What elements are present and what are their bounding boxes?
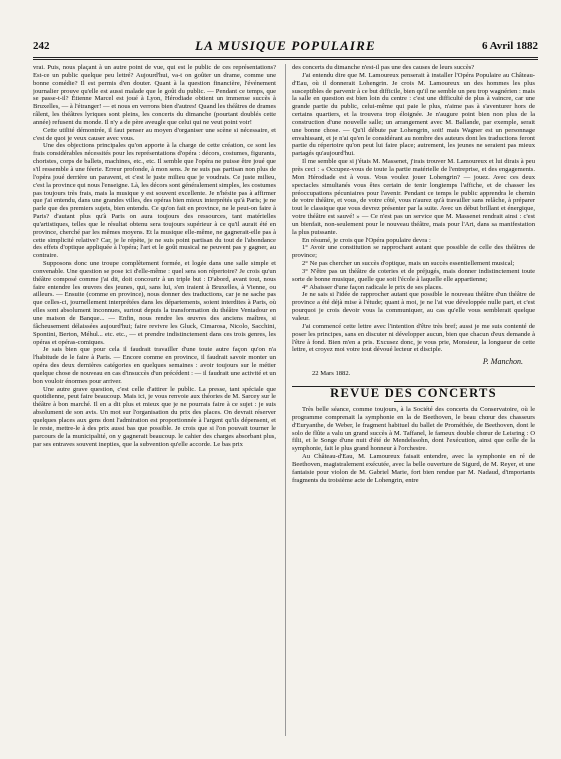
right-column [292, 64, 535, 736]
paragraph: des concerts du dimanche n'est-il pas une des causes de leurs succès? [292, 64, 475, 71]
paragraph: Il me semble que si j'étais M. Massenet, j'irais trouver M. Lamoureux et lui dirais à peu près ceci : « Occupez-vous de toute la partie matérielle de l'entreprise, et des engagements. Mon Hérodiade est à vous. Vous voulez jouer Lohengrin? — jouez. Avec ces deux spectacles simultanés vous êtes certain de tenir longtemps l'affiche, et de chasser les préoccupations pécuniaires pour l'avenir. Pendant ce temps le public apprendra le chemin de votre théâtre, et vous, de votre côté, vous n'aurez qu'à travailler sans relâche, à préparer tout le classique que vous devrez présenter par la suite. Avec un début brillant et énergique, votre théâtre est sauvé! » — Ce n'est pas un service que M. Massenet rendrait ainsi : c'est un bienfait, non-seulement pour le nouveau théâtre, mais pour l'Art, dans sa manifestation la plus puissante. [292, 158, 535, 236]
list-item: 4° Abaisser d'une façon radicale le prix de ses places. [302, 283, 443, 291]
paragraph: Je sais bien que pour cela il faudrait travailler d'une toute autre façon qu'on n'a l'habitude de le faire à Paris. — Encore comme en province, il faudrait savoir monter un opéra des deux dernières catégories en quelques semaines : avoir toujours sur le métier quelque chose de nouveau en cas d'insuccès d'un précédent : — il faudrait une activité et un bon vouloir énormes pour arriver. [33, 346, 276, 385]
header-rule-secondary [33, 59, 538, 60]
issue-date: 6 Avril 1882 [481, 40, 538, 52]
header-rule [33, 57, 538, 58]
paragraph: Supposons donc une troupe complètement formée, et logée dans une salle simple et convenable. Une question se pose ici d'elle-même : quel sera son répertoire? Je crois qu'un théâtre composé comme j'ai dit, doit concourir à un triple but : D'abord, avant tout, nous faire entendre les œuvres des jeunes, qui, sans lui, s'en iraient à Bruxelles, à Vienne, ou ailleurs. — Ensuite (comme en province), nous donner des traductions, car je ne sache pas que celles-ci, journellement interprétées dans les départements, soient interdites à Paris, où elles sont absolument inconnues, surtout depuis la transformation du théâtre Ventadour en une maison de Banque... — Enfin, nous rendre les œuvres des anciens maîtres, si fâcheusement délaissées aujourd'hui; faire revivre les Gluck, Cimarosa, Nicolo, Sacchini, Spontini, Berton, Méhul... etc. etc., — et prendre indistinctement dans ces trois genres, les opéras et opéras-comiques. [33, 260, 276, 346]
letter-signature: P. Manchon. [482, 357, 523, 367]
list-item: 1° Avoir une constitution se rapprochant autant que possible de celle des théâtres de province; [292, 244, 535, 260]
paragraph: Au Château-d'Eau, M. Lamoureux faisait entendre, avec la symphonie en ré de Beethoven, magistralement exécutée, avec la belle ouverture de Sigurd, de M. Reyer, et une fantaisie pour violon de M. Gabriel Marie, fort bien rendue par M. Nadaud, d'importants fragments du troisième acte de Lohengrin, entre [292, 453, 535, 484]
letter-dateline: 22 Mars 1882. [312, 370, 351, 378]
section-rule-short [394, 401, 434, 402]
paragraph: Une des objections principales qu'on apporte à la charge de cette création, ce sont les frais considérables nécessités pour les représentations d'opéra : décors, costumes, figurants, choristes, corps de ballets, machines, etc., etc. Il semble que l'opéra ne puisse être joué que s'il ressemble à une féerie. Erreur profonde, à mon sens. Je ne suis pas partisan non plus de l'opéra joué derrière un paravent, et c'est le juste milieu que je voudrais. Ce juste milieu, c'est la province qui nous l'enseigne. Là, les décors sont généralement simples, les costumes pas toujours très frais, mais la musique y est souvent excellente. Je n'hésite pas à affirmer que j'ai entendu, dans une grandes villes, des opéras bien mieux interprétés qu'à Paris; je ne parle que des premiers sujets, bien entendu. Ce qu'on fait en province, ne le peut-on faire à Paris? d'autant plus qu'à Paris on aura toujours des ressources, tant matérielles qu'artistiques, telles que le résultat obtenu sera toujours supérieur à ce qu'il aurait été en province, cherché par les mêmes moyens. Et la musique elle-même, ne gagnerait-elle pas à cette simplicité relative? Car, je le répète, je ne suis point partisan du tout de l'abondance des effets d'optique appliquée à l'opéra; l'art et le goût musical ne peuvent pas y gagner, au contraire. [33, 142, 276, 260]
paragraph: Je ne sais si l'idée de rapprocher autant que possible le nouveau théâtre d'un théâtre de province a été déjà mise à l'étude; quant à moi, je ne l'ai vue développée nulle part, et c'est pourquoi je crois devoir vous la communiquer, au cas qu'elle vous semblerait quelque valeur. [292, 291, 535, 322]
journal-title: LA MUSIQUE POPULAIRE [195, 38, 376, 53]
column-divider [285, 64, 286, 736]
paragraph: vrai. Puis, nous plaçant à un autre point de vue, qui est le public de ces représentations? Est-ce un public quelque peu lettré? Aujourd'hui, va-t on goûter un drame, comme une bonne comédie? Il est permis d'en douter. Quant à la question financière, l'événement journalier prouve qu'elle est aussi malade que le goût du public. — Pendant ce temps, que se passe-t-il? Étienne Marcel est joué à Lyon, Hérodiade obtient un immense succès à Bruxelles, — à l'étranger! — et nous en verrons bien d'autres! Quand les théâtres de drames râlent, les théâtres lyriques sont pleins, les concerts du dimanche (pourtant doublés cette année) refusent du monde. Il n'y a de père aveugle que celui qui ne veut point voir! [33, 64, 276, 126]
paragraph: J'ai entendu dire que M. Lamoureux penserait à installer l'Opéra Populaire au Château-d'Eau, où il donnerait Lohengrin. Je crois M. Lamoureux un des hommes les plus susceptibles de parvenir à ce but difficile, bien qu'il ne semble un peu trop wagnérien : mais la salle en question est bien loin du centre : c'est une difficulté de plus à vaincre, car une grande partie du public, celui-même qui paie le plus, n'aime pas à s'aventurer hors de certains quartiers, et la trouvera trop éloignée. Je n'augure point bien non plus de la construction d'une nouvelle salle; un arrangement avec M. Ballande, par exemple, serait une bonne chose. — Qu'il débute par Lohengrin, soit! mais Wagner est un personnage envahissant, et je n'ai qu'en le considérant au nombre des auteurs dont les traductions feront partie du répertoire qu'on peut lui faire place; autrement, les jeunes ne seraient pas mieux partagés qu'aujourd'hui. [292, 71, 535, 158]
running-header [33, 38, 538, 56]
page-number: 242 [33, 40, 50, 52]
list-item: 2° Ne pas chercher un succès d'optique, mais un succès essentiellement musical; [302, 260, 515, 268]
paragraph: Cette utilité démontrée, il faut penser au moyen d'organiser une scène si nécessaire, et c'est de quoi je veux causer avec vous. [33, 126, 276, 142]
paragraph: J'ai commencé cette lettre avec l'intention d'être très bref; aussi je me suis contenté de poser les principes, sans en discuter ni développer aucun, bien que chacun d'eux demande à l'être à fond. Bien m'en a pris. Excusez donc, je vous prie, Monsieur, la longueur de cette lettre, et croyez moi votre tout dévoué lecteur et disciple. [292, 322, 535, 354]
paragraph: En résumé, je crois que l'Opéra populaire devra : [302, 236, 431, 244]
section-title: REVUE DES CONCERTS [330, 386, 497, 401]
paragraph: Une autre grave question, c'est celle d'attirer le public. La presse, tant spéciale que quotidienne, peut faire beaucoup. Mais ici, je vous renvoie aux théories de M. Sarcey sur le théâtre à bon marché. Il en a dit plus et mieux que je ne pourrais faire à ce sujet : je suis absolument de son avis. Un mot sur l'organisation du prix des places. On devrait réserver quelques places aux gens dont l'admiration est proportionnée à l'argent qu'ils dépensent, et le reste, mettre-le à des prix aussi bas que possible. Je crois que si l'on pouvait tourner le parcours de la municipalité, on y gagnerait beaucoup. le cahier des charges absorbant plus, par ses entraves souvent inepties, que la subvention qu'elle accorde. Le bas prix [33, 385, 276, 448]
list-item: 3° N'être pas un théâtre de coteries et de préjugés, mais donner indistinctement toute sorte de bonne musique, quelle que soit l'école à laquelle elle appartienne; [292, 267, 535, 283]
left-column [33, 64, 276, 736]
letter-closing [292, 354, 535, 384]
paragraph: Très belle séance, comme toujours, à la Société des concerts du Conservatoire, où le programme comprenait la symphonie en la de Beethoven, le beau chœur des chasseurs d'Euryanthe, de Weber, le fragment habituel du ballet de Prométhée, de Beethoven, dont le solo de flûte a valu un grand succès à M. Taffanel, le fameux double chœur de Leisring : O filii, et le Songe d'une nuit d'été de Mendelssohn, dont l'exécution, ainsi que celle de la symphonie, fait le plus grand honneur à l'orchestre. [292, 406, 535, 453]
